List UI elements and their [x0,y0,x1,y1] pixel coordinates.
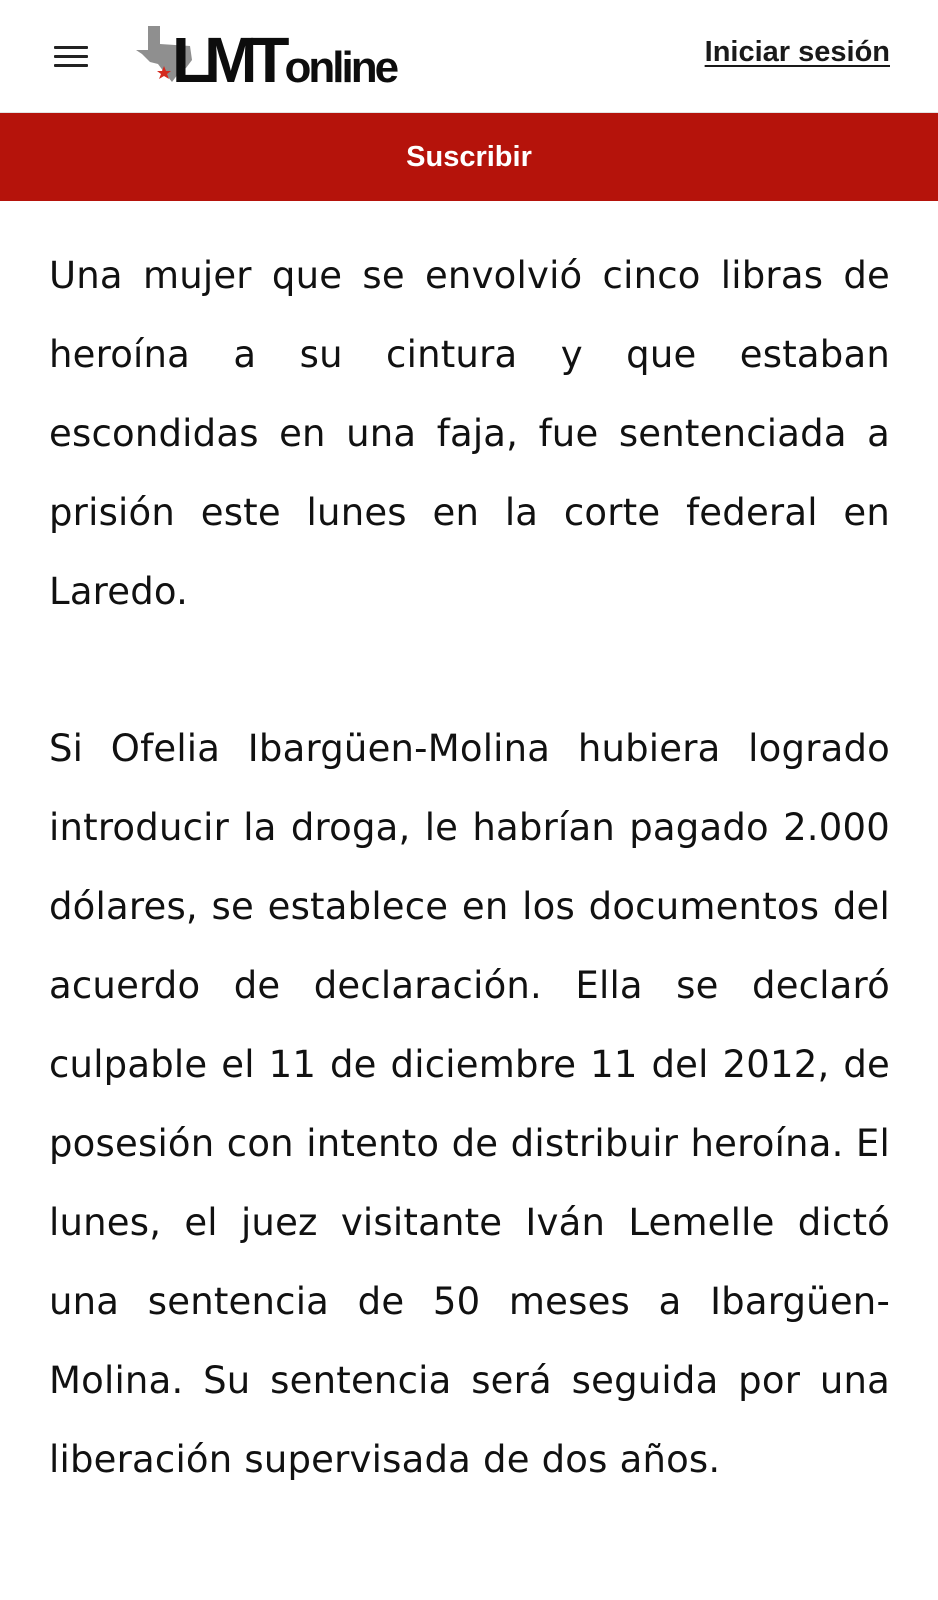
menu-bar [54,46,88,49]
logo-wordmark [172,24,397,96]
signin-link[interactable]: Iniciar sesión [704,36,890,68]
subscribe-button[interactable] [0,113,938,201]
subscribe-label: Suscribir [406,140,532,173]
logo-text-suffix: online [284,43,397,92]
site-header [0,0,938,113]
menu-bar [54,64,88,67]
hamburger-menu-icon[interactable] [52,44,90,68]
logo-text-main: LMT [172,24,283,96]
menu-bar [54,55,88,58]
article-body [49,236,890,1499]
article-paragraph: Si Ofelia Ibargüen-Molina hubiera logrado introducir la droga, le habrían pagado 2.000 dólares, se establece en los documentos del acuerdo de declaración. Ella se declaró culpable el 11 de diciembre 11 del 2012, de posesión con intento de distribuir heroína. El lunes, el juez visitante Iván Lemelle dictó una sentencia de 50 meses a Ibargüen-Molina. Su sentencia será seguida por una liberación supervisada de dos años. [49,727,890,1481]
site-logo[interactable] [134,24,454,96]
article-paragraph: Una mujer que se envolvió cinco libras de heroína a su cintura y que estaban escondidas en una faja, fue sentenciada a prisión este lunes en la corte federal en Laredo. [49,254,890,613]
